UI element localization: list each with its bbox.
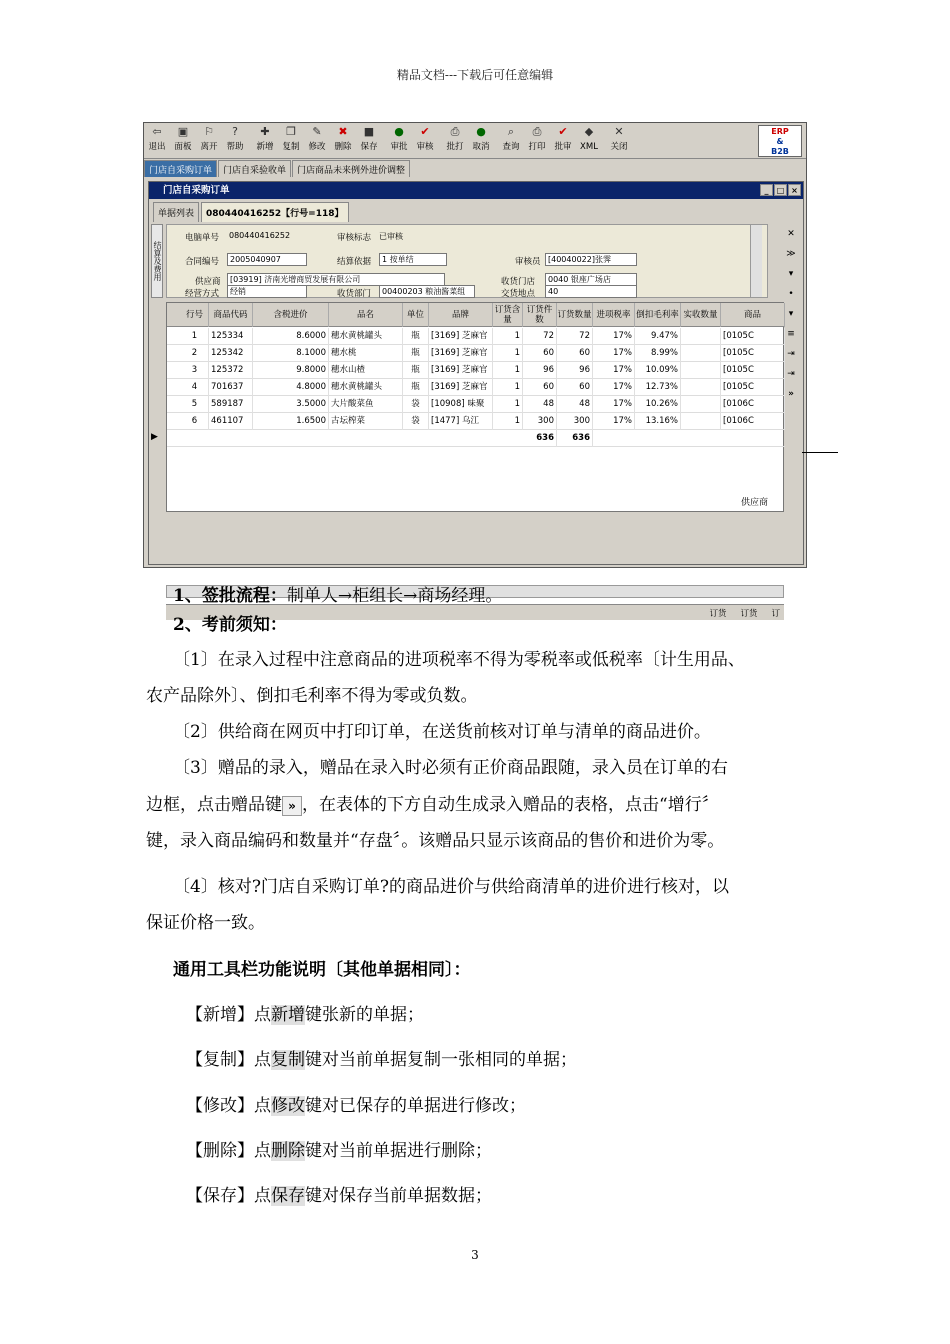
table-cell: 穗水黄桃罐头: [329, 379, 403, 396]
toolbar-button[interactable]: [252, 123, 278, 157]
toolbar-section-title: 通用工具栏功能说明〔其他单据相同〕：: [173, 960, 471, 980]
move-up-icon[interactable]: •: [788, 289, 794, 299]
copy-icon: ❐: [286, 125, 296, 138]
table-cell: 701637: [209, 379, 253, 396]
table-cell: [681, 379, 721, 396]
table-cell: 袋: [403, 413, 429, 430]
leave-icon: ⚐: [204, 125, 214, 138]
bill-no-value: 080440416252: [229, 231, 291, 240]
edit-icon: ✎: [312, 125, 322, 138]
table-cell: 300: [557, 413, 593, 430]
toolbar-button[interactable]: [550, 123, 576, 157]
grid-header: [167, 303, 785, 327]
toolbar: [144, 123, 806, 159]
toolbar-button-label: 关闭: [610, 142, 628, 152]
table-cell: 穗水山楂: [329, 362, 403, 379]
annotation-leader-line: [802, 452, 838, 453]
toolbar-button-label: 打印: [528, 142, 546, 152]
table-row[interactable]: [167, 379, 785, 396]
grid-footer-label: 供应商: [741, 498, 769, 508]
table-cell: 17%: [593, 328, 635, 345]
settle-label: 结算依据: [337, 257, 372, 267]
dept-field[interactable]: 00400203 粮油酱菜组: [379, 285, 475, 298]
table-cell: 袋: [403, 396, 429, 413]
grid-column-header[interactable]: 含税进价: [253, 303, 329, 327]
table-cell: 17%: [593, 362, 635, 379]
supplier-field[interactable]: [03919] 济南光增商贸发展有限公司: [227, 273, 445, 286]
toolbar-button[interactable]: [468, 123, 494, 157]
table-cell: 3.5000: [253, 396, 329, 413]
page-number: 3: [471, 1248, 479, 1262]
print-icon: ⎙: [532, 125, 542, 138]
item2-title: 2、考前须知：: [173, 615, 287, 635]
table-cell: 4: [181, 379, 209, 396]
table-cell: 8.1000: [253, 345, 329, 362]
table-cell: 瓶: [403, 362, 429, 379]
table-row[interactable]: [167, 345, 785, 362]
table-cell: 125372: [209, 362, 253, 379]
mode-label: 经营方式: [185, 289, 220, 299]
toolbar-button[interactable]: [412, 123, 438, 157]
window-titlebar: [149, 182, 803, 199]
bill-no-label: 电脑单号: [185, 233, 220, 243]
xml-icon: ◆: [584, 125, 594, 138]
grid-column-header[interactable]: 订货件数: [523, 303, 557, 327]
table-cell: 589187: [209, 396, 253, 413]
table-row[interactable]: [167, 362, 785, 379]
toolbar-button[interactable]: [196, 123, 222, 157]
table-cell: 穗水黄桃罐头: [329, 328, 403, 345]
table-cell: 大片酸菜鱼: [329, 396, 403, 413]
grid-column-header[interactable]: 品牌: [429, 303, 493, 327]
table-cell: 10.09%: [635, 362, 681, 379]
insert-row-icon[interactable]: ⇥: [787, 349, 795, 359]
contract-field[interactable]: 2005040907: [227, 253, 307, 266]
store-field[interactable]: 0040 银座广场店: [545, 273, 637, 286]
delete-icon: ✖: [338, 125, 348, 138]
toolbar-button[interactable]: [330, 123, 356, 157]
table-cell: 17%: [593, 413, 635, 430]
close-x-icon[interactable]: ✕: [787, 229, 795, 239]
table-cell: 96: [557, 362, 593, 379]
total-cell: 636: [523, 430, 557, 447]
table-cell: 13.16%: [635, 413, 681, 430]
audit-flag-label: 审核标志: [337, 233, 372, 243]
func-copy: 【复制】点复制键对当前单据复制一张相同的单据；: [186, 1050, 577, 1070]
table-cell: [0105C: [721, 345, 785, 362]
grid-column-header[interactable]: 单位: [403, 303, 429, 327]
table-cell: 12.73%: [635, 379, 681, 396]
move-bottom-icon[interactable]: ≡: [787, 329, 795, 339]
toolbar-button-label: XML: [580, 142, 598, 152]
settlement-side-tab[interactable]: 结算及费用: [151, 224, 163, 298]
batch-print-icon: ⎙: [450, 125, 460, 138]
place-field[interactable]: 40: [545, 285, 637, 298]
table-cell: 1: [493, 379, 523, 396]
grid-column-header[interactable]: 行号: [181, 303, 209, 327]
table-cell: [10908] 味聚: [429, 396, 493, 413]
close-icon: ✕: [614, 125, 624, 138]
tab-store-purchase-order[interactable]: 门店自采购订单: [144, 160, 217, 177]
table-cell: 10.26%: [635, 396, 681, 413]
inner-tabs: [153, 202, 351, 222]
table-cell: 17%: [593, 396, 635, 413]
tab-bill-detail[interactable]: 080440416252【行号=118】: [201, 202, 348, 222]
table-cell: [0105C: [721, 379, 785, 396]
toolbar-button[interactable]: [356, 123, 382, 157]
toolbar-button[interactable]: [442, 123, 468, 157]
window-title: 门店自采购订单: [163, 185, 230, 196]
gift-key-icon: »: [282, 796, 302, 816]
status-item: 订货: [709, 609, 727, 619]
table-cell: 9.8000: [253, 362, 329, 379]
move-down-icon[interactable]: ▾: [788, 309, 794, 319]
paragraph-4a: 〔4〕核对?门店自采购订单?的商品进价与供给商清单的进价进行核对，以: [173, 877, 730, 897]
table-cell: 8.99%: [635, 345, 681, 362]
table-cell: 60: [557, 379, 593, 396]
audit-flag-value: 已审核: [379, 232, 403, 241]
toolbar-button-label: 批打: [446, 142, 464, 152]
table-cell: [681, 362, 721, 379]
table-row[interactable]: [167, 328, 785, 345]
minimize-icon[interactable]: _: [760, 184, 773, 196]
toolbar-button[interactable]: [606, 123, 632, 157]
grid-column-header[interactable]: 商品代码: [209, 303, 253, 327]
table-cell: 72: [523, 328, 557, 345]
contract-label: 合同编号: [185, 257, 220, 267]
help-icon: ?: [232, 125, 238, 138]
status-item: 订货: [740, 609, 758, 619]
right-toolbox: [783, 226, 801, 426]
grid-column-header[interactable]: 倒扣毛利率: [635, 303, 681, 327]
table-cell: 461107: [209, 413, 253, 430]
table-cell: [681, 328, 721, 345]
current-row-pointer-icon: ▶: [151, 432, 158, 442]
mode-field[interactable]: 经销: [227, 285, 307, 298]
exit-icon: ⇦: [152, 125, 162, 138]
table-cell: [3169] 芝麻官: [429, 362, 493, 379]
dept-label: 收货部门: [337, 289, 372, 299]
toolbar-button-label: 保存: [360, 142, 378, 152]
new-icon: ✚: [260, 125, 270, 138]
table-cell: [3169] 芝麻官: [429, 379, 493, 396]
move-top-icon[interactable]: ▾: [788, 269, 794, 279]
table-cell: 5: [181, 396, 209, 413]
table-cell: [3169] 芝麻官: [429, 345, 493, 362]
query-icon: ⌕: [507, 125, 515, 138]
close-window-icon[interactable]: ×: [788, 184, 801, 196]
top-tabs: [144, 160, 411, 177]
func-save: 【保存】点保存键对保存当前单据数据；: [186, 1186, 492, 1206]
table-cell: [3169] 芝麻官: [429, 328, 493, 345]
toolbar-button[interactable]: [576, 123, 602, 157]
table-cell: 4.8000: [253, 379, 329, 396]
toolbar-button[interactable]: [170, 123, 196, 157]
table-cell: 60: [523, 379, 557, 396]
total-cell: 636: [557, 430, 593, 447]
auditor-label: 审核员: [515, 257, 541, 267]
table-cell: 1.6500: [253, 413, 329, 430]
toolbar-button-label: 离开: [200, 142, 218, 152]
toolbar-button-label: 复制: [282, 142, 300, 152]
toolbar-button-label: 批审: [554, 142, 572, 152]
paragraph-1b: 农产品除外〕、倒扣毛利率不得为零或负数。: [146, 686, 478, 706]
toolbar-button[interactable]: [386, 123, 412, 157]
func-delete: 【删除】点删除键对当前单据进行删除；: [186, 1141, 492, 1161]
table-cell: 1: [493, 396, 523, 413]
table-cell: 瓶: [403, 345, 429, 362]
table-cell: 1: [493, 413, 523, 430]
table-cell: 1: [493, 362, 523, 379]
table-cell: [0105C: [721, 328, 785, 345]
save-icon: ■: [363, 125, 375, 138]
table-cell: [0106C: [721, 396, 785, 413]
toolbar-button-label: 取消: [472, 142, 490, 152]
toolbar-button-label: 审核: [416, 142, 434, 152]
auditor-field[interactable]: [40040022]张霁: [545, 253, 637, 266]
paragraph-3b: 边框，点击赠品键 » ，在表体的下方自动生成录入赠品的表格，点击“增行〞: [146, 795, 719, 815]
form-scrollbar[interactable]: [750, 225, 762, 297]
toolbar-button-label: 面板: [174, 142, 192, 152]
table-cell: 瓶: [403, 328, 429, 345]
grid-column-header[interactable]: 商品: [721, 303, 785, 327]
toolbar-button[interactable]: [498, 123, 524, 157]
table-cell: 古坛榨菜: [329, 413, 403, 430]
totals-row: [167, 430, 785, 447]
grid-column-header[interactable]: 品名: [329, 303, 403, 327]
table-row[interactable]: [167, 396, 785, 413]
grid-column-header[interactable]: 实收数量: [681, 303, 721, 327]
toolbar-button-label: 新增: [256, 142, 274, 152]
toolbar-button[interactable]: [304, 123, 330, 157]
table-cell: 1: [493, 345, 523, 362]
table-cell: 瓶: [403, 379, 429, 396]
table-cell: 6: [181, 413, 209, 430]
tab-store-receipt[interactable]: 门店自采验收单: [218, 160, 291, 177]
gift-button-icon[interactable]: »: [788, 389, 794, 399]
cancel-icon: ●: [476, 125, 486, 138]
toolbar-button[interactable]: [144, 123, 170, 157]
table-cell: [681, 345, 721, 362]
func-new: 【新增】点新增键张新的单据；: [186, 1005, 424, 1025]
toolbar-button[interactable]: [278, 123, 304, 157]
toolbar-button[interactable]: [222, 123, 248, 157]
paragraph-3c: 键，录入商品编码和数量并“存盘〞。该赠品只显示该商品的售价和进价为零。: [146, 831, 725, 851]
erp-b2b-logo: ERP & B2B: [758, 125, 802, 157]
toolbar-button-label: 查询: [502, 142, 520, 152]
append-row-icon[interactable]: ⇥: [787, 369, 795, 379]
toolbar-button[interactable]: [524, 123, 550, 157]
paragraph-3a: 〔3〕赠品的录入，赠品在录入时必须有正价商品跟随，录入员在订单的右: [173, 758, 728, 778]
status-item: 订: [771, 609, 780, 619]
table-cell: 72: [557, 328, 593, 345]
grid-column-header[interactable]: 进项税率: [593, 303, 635, 327]
store-label: 收货门店: [501, 277, 536, 287]
item1: 1、签批流程：制单人→柜组长→商场经理。: [173, 586, 503, 606]
maximize-icon[interactable]: □: [774, 184, 787, 196]
table-cell: 17%: [593, 379, 635, 396]
table-cell: 60: [523, 345, 557, 362]
order-lines-grid: [166, 302, 784, 512]
table-cell: 60: [557, 345, 593, 362]
double-down-icon[interactable]: ≫: [786, 249, 796, 259]
place-label: 交货地点: [501, 289, 536, 299]
batch-audit-icon: ✔: [558, 125, 568, 138]
toolbar-button-label: 帮助: [226, 142, 244, 152]
table-cell: 125342: [209, 345, 253, 362]
paragraph-2: 〔2〕供给商在网页中打印订单，在送货前核对订单与清单的商品进价。: [173, 722, 711, 742]
approve-icon: ●: [394, 125, 404, 138]
table-cell: 96: [523, 362, 557, 379]
table-cell: 125334: [209, 328, 253, 345]
audit-icon: ✔: [420, 125, 430, 138]
table-cell: 8.6000: [253, 328, 329, 345]
order-header-form: [166, 224, 768, 298]
grid-column-header[interactable]: 订货含量: [493, 303, 523, 327]
table-cell: 穗水桃: [329, 345, 403, 362]
table-cell: 48: [523, 396, 557, 413]
table-cell: [681, 396, 721, 413]
table-cell: 2: [181, 345, 209, 362]
table-cell: 300: [523, 413, 557, 430]
table-cell: 1: [493, 328, 523, 345]
table-cell: [0105C: [721, 362, 785, 379]
toolbar-button-label: 删除: [334, 142, 352, 152]
table-row[interactable]: [167, 413, 785, 430]
toolbar-button-label: 退出: [148, 142, 166, 152]
table-cell: 48: [557, 396, 593, 413]
table-cell: 9.47%: [635, 328, 681, 345]
paragraph-1a: 〔1〕在录入过程中注意商品的进项税率不得为零税率或低税率〔计生用品、: [173, 650, 745, 670]
panel-icon: ▣: [177, 125, 189, 138]
table-cell: [1477] 乌江: [429, 413, 493, 430]
tab-bill-list[interactable]: 单据列表: [153, 202, 199, 222]
paragraph-4b: 保证价格一致。: [146, 913, 265, 933]
table-cell: 3: [181, 362, 209, 379]
table-cell: 1: [181, 328, 209, 345]
settle-field[interactable]: 1 按单结: [379, 253, 447, 266]
func-edit: 【修改】点修改键对已保存的单据进行修改；: [186, 1096, 526, 1116]
grid-column-header[interactable]: 订货数量: [557, 303, 593, 327]
table-cell: 17%: [593, 345, 635, 362]
supplier-label: 供应商: [195, 277, 221, 287]
header-note: 精品文档---下载后可任意编辑: [396, 68, 554, 82]
toolbar-button-label: 审批: [390, 142, 408, 152]
toolbar-button-label: 修改: [308, 142, 326, 152]
table-cell: [681, 413, 721, 430]
tab-price-adjust[interactable]: 门店商品未来例外进价调整: [292, 160, 410, 177]
table-cell: [0106C: [721, 413, 785, 430]
